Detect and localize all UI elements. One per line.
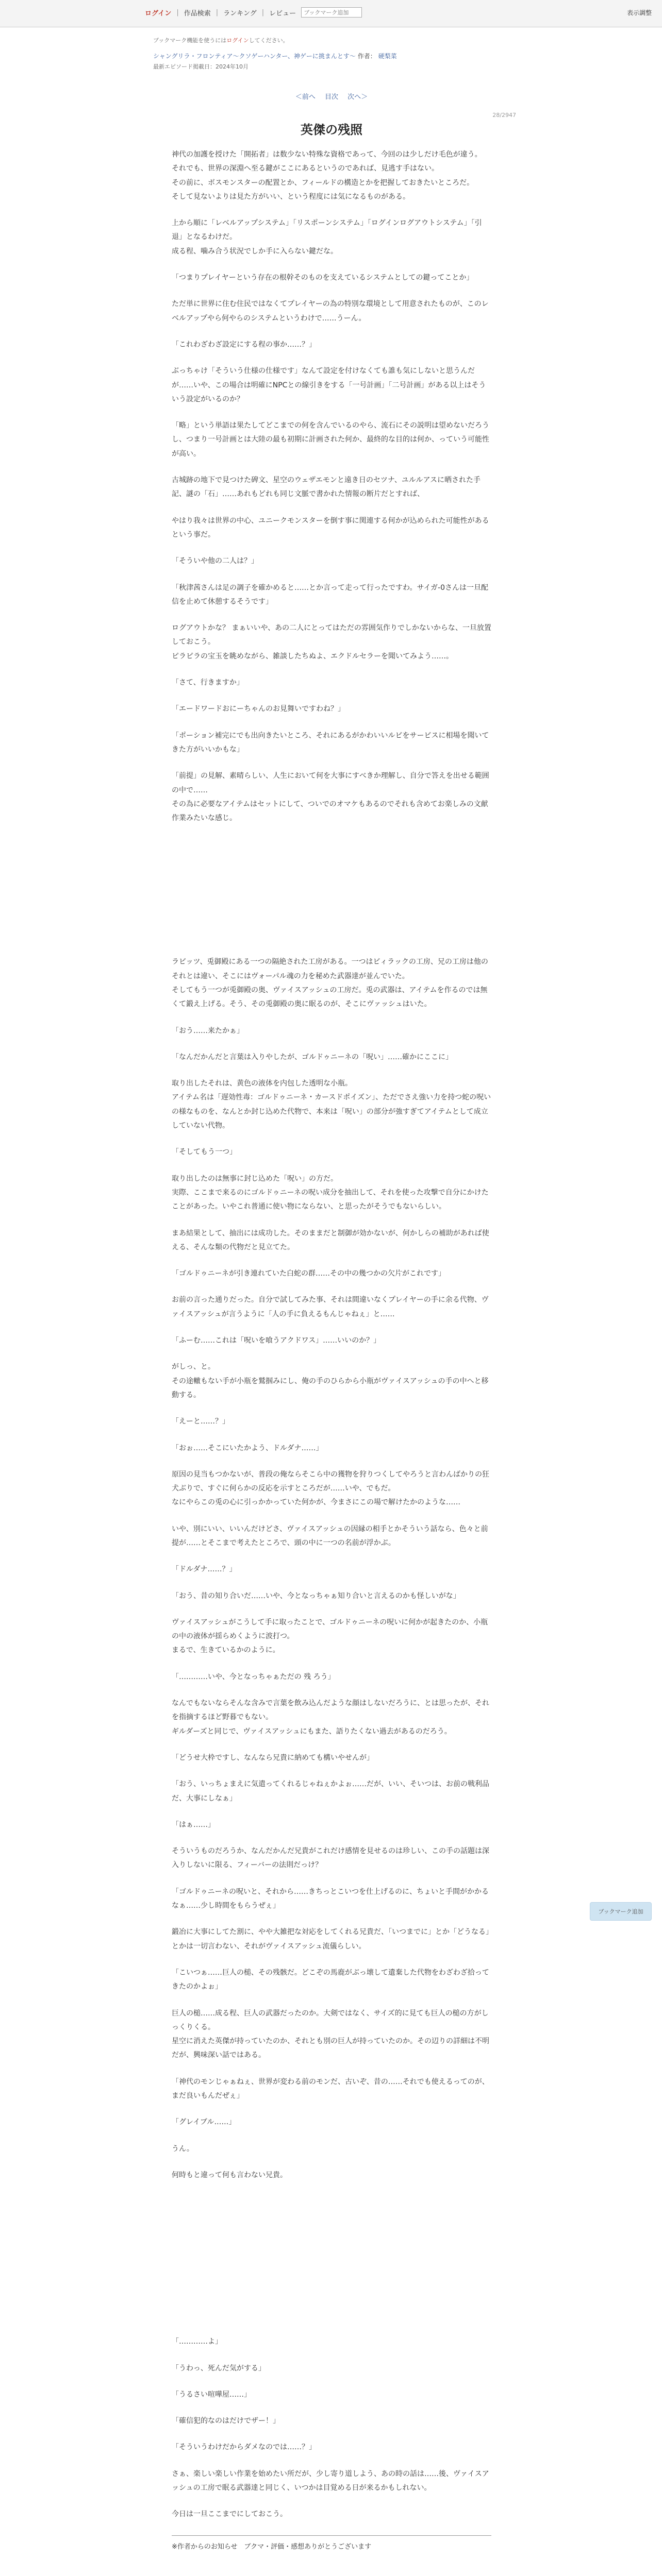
nav-review[interactable]: レビュー <box>269 9 296 18</box>
bookmark-add-button[interactable]: ブックマーク追加 <box>590 1902 652 1921</box>
body-paragraph: 取り出したそれは、黄色の液体を内包した透明な小瓶。 アイテム名は「遅効性毒：ゴルドゥニーネ・カースドポイズン」、ただでさえ強い力を持つ蛇の呪いの様なものを、なんとか封じ込めた代物で、本来は「呪い」の部分が強すぎてアイテムとして成立していない代物。 <box>172 1079 491 1130</box>
body-paragraph: 「…………よ」 <box>172 2337 222 2346</box>
body-paragraph: 「これわざわざ設定にする程の事か……？」 <box>172 340 316 349</box>
body-paragraph: うん。 <box>172 2144 194 2153</box>
body-paragraph: 「そういうわけだからダメなのでは……？」 <box>172 2443 316 2452</box>
notice-text: してください。 <box>249 37 289 44</box>
author-label: 作者： <box>357 53 376 60</box>
body-paragraph: 「確信犯的なのはだけでザー！」 <box>172 2417 280 2426</box>
body-paragraph: やはり我々は世界の中心、ユニークモンスターを倒す事に関連する何かが込められた可能性があるという事だ。 <box>172 516 489 539</box>
body-paragraph: なんでもないならそんな含みで言葉を飲み込んだような顔はしないだろうに、とは思ったが、それを指摘するほど野暮でもない。 ギルダーズと同じで、ヴァイスアッシュにもまた、語りたくない過去があるのだろう。 <box>172 1699 489 1736</box>
body-paragraph: 「ポーション補完にでも出向きたいところ、それにあるがかわいいルビをサービスに相場を聞いてきた方がいいかもな」 <box>172 731 489 754</box>
body-paragraph: ヴァイスアッシュがこうして手に取ったことで、ゴルドゥニーネの呪いに何かが起きたのか、小瓶の中の液体が揺らめくように波打つ。 まるで、生きているかのように。 <box>172 1618 488 1655</box>
divider: | <box>176 8 179 16</box>
body-paragraph: 「おう、いっちょまえに気遣ってくれるじゃねぇかよぉ……だが、いい、そいつは、お前の戦利品だ、大事にしなぁ」 <box>172 1780 489 1803</box>
author-link[interactable]: 硬梨菜 <box>378 53 397 60</box>
body-paragraph: ラビッツ、兎御殿にある一つの隔絶された工房がある。一つはビィラックの工房、兄の工房は他のそれとは違い、そこにはヴォーパル魂の力を秘めた武器達が並んでいた。 そしてもう一つが兎御殿の奥、ヴァイスアッシュの工房だ。兎の武器は、アイテムを作るのでは無くて鍛え上げる。そう、その兎御殿の奥に眠るのが、そこにヴァッシュはいた。 <box>172 958 488 1009</box>
body-paragraph: 「はぁ……」 <box>172 1820 215 1829</box>
notice-login-link[interactable]: ログイン <box>226 37 249 44</box>
bookmark-notice <box>153 36 512 44</box>
body-paragraph: 「おぉ……そこにいたかよう、ドルダナ……」 <box>172 1444 323 1452</box>
body-paragraph: 「つまりプレイヤーという存在の根幹そのものを支えているシステムとしての鍵ってことか」 <box>172 274 474 282</box>
update-date: 最新エピソード掲載日：2024年10月 <box>153 63 249 70</box>
body-paragraph: 神代の加護を授けた「開拓者」は数少ない特殊な資格であって、今回のは少しだけ毛色が違う。 それでも、世界の深淵へ至る鍵がここにあるというのであれば、見逃す手はない。 その前に、ボスモンスターの配置とか、フィールドの構造とかを把握しておきたいところだ。 そして見ないよりは見た方がいい、という程度には気になるものがある。 <box>172 150 482 201</box>
header-nav <box>145 7 362 18</box>
body-paragraph: 鍛冶に大事にしてた割に、やや大雑把な対応をしてくれる兄貴だ、「いつまでに」とか「どうなる」とかは一切言わない、それがヴァイスアッシュ流儀らしい。 <box>172 1928 489 1951</box>
site-header <box>0 0 662 27</box>
notice-text: ブックマーク機能を使うには <box>153 37 227 44</box>
toc-link[interactable]: 目次 <box>324 93 338 101</box>
body-paragraph: 何時もと違って何も言わない兄貴。 <box>172 2171 287 2179</box>
body-paragraph: 「ゴルドゥニーネが引き連れていた白蛇の群……その中の幾つかの欠片がこれです」 <box>172 1269 445 1278</box>
series-title-link[interactable]: シャングリラ・フロンティア〜クソゲーハンター、神ゲーに挑まんとす〜 <box>153 53 356 60</box>
body-paragraph: 「えーと……？」 <box>172 1417 229 1426</box>
body-paragraph: そういうものだろうか、なんだかんだ兄貴がこれだけ感情を見せるのは珍しい、この手の話題は深入りしないに限る、フィーバーの法則だっけ？ <box>172 1847 489 1870</box>
body-paragraph: 古城跡の地下で見つけた碑文、星空のウェザエモンと遠き日のセツナ、ユルルアスに晒された手記、謎の「石」……あれもどれも同じ文脈で書かれた情報の断片だとすれば、 <box>172 476 481 499</box>
afterword: ※作者からのお知らせ ブクマ・評価・感想ありがとうございます <box>172 2543 372 2551</box>
blank-space <box>172 2195 491 2335</box>
body-paragraph: 「うるさい喧嘩屋……」 <box>172 2390 251 2399</box>
body-paragraph: 「秋津茜さんは足の調子を確かめると……とか言って走って行ったですわ。サイガ-0さんは一旦配信を止めて休憩するそうです」 <box>172 583 488 606</box>
login-link[interactable]: ログイン <box>145 9 172 18</box>
divider: | <box>261 8 264 16</box>
prev-link[interactable]: ＜前へ <box>295 93 316 101</box>
nav-search[interactable]: 作品検索 <box>184 9 211 18</box>
blank-space <box>172 838 491 955</box>
body-paragraph: まあ結果として、抽出には成功した。そのままだと制御が効かないが、何かしらの補助があれば使える、そんな類の代物だと見立てた。 <box>172 1229 489 1251</box>
body-paragraph: 「略」という単語は果たしてどこまでの何を含んでいるのやら、流石にその説明は望めないだろうし、つまり一号計画とは大陸の最も初期に計画された何か、最終的な目的は何か、っていう可能性が高い。 <box>172 421 489 458</box>
next-link[interactable]: 次へ＞ <box>347 93 368 101</box>
body-paragraph: がしっ、と。 その途轍もない手が小瓶を鷲掴みにし、俺の手のひらから小瓶がヴァイスアッシュの手の中へと移動する。 <box>172 1363 489 1399</box>
body-paragraph: 今日は一旦ここまでにしておこう。 <box>172 2510 287 2519</box>
main-content <box>151 31 516 2556</box>
nav-ranking[interactable]: ランキング <box>223 9 257 18</box>
body-paragraph: 「ドルダナ……？」 <box>172 1565 237 1574</box>
episode-number: 28/2947 <box>492 112 516 118</box>
episode-pager <box>151 91 512 101</box>
body-paragraph: 「こいつぁ……巨人の槌、その残骸だ。どこぞの馬鹿がぶっ壊して遺棄した代物をわざわざ拾ってきたのかよぉ」 <box>172 1968 489 1991</box>
body-paragraph: 「神代のモンじゃぁねぇ、世界が変わる前のモンだ、古いぞ、昔の……それでも使えるってのが、まだ良いもんだぜぇ」 <box>172 2077 489 2100</box>
body-paragraph: ログアウトかな？ まぁいいや、あの二人にとってはただの雰囲気作りでしかないからな、一旦放置しておこう。 ピラピラの宝玉を眺めながら、雑談したちぬよ、エクドルセラーを聞いてみよう……。 <box>172 624 491 660</box>
body-paragraph: 「そういや他の二人は？」 <box>172 557 258 566</box>
body-paragraph: 「どうせ大枠ですし、なんなら兄貴に納めても構いやせんが」 <box>172 1753 374 1762</box>
body-paragraph: 「おう……来たかぁ」 <box>172 1026 244 1035</box>
body-paragraph: お前の言った通りだった。自分で試してみた事、それは間違いなくプレイヤーの手に余る代物、ヴァイスアッシュが言うように「人の手に負えるもんじゃねぇ」と…… <box>172 1296 489 1318</box>
body-paragraph: 「おう、昔の知り合いだ……いや、今となっちゃぁ知り合いと言えるのかも怪しいがな」 <box>172 1591 460 1600</box>
body-paragraph: 「なんだかんだと言葉は入りやしたが、ゴルドゥニーネの「呪い」……確かにここに」 <box>172 1053 453 1061</box>
body-paragraph: 原因の見当もつかないが、普段の俺ならそこら中の獲物を狩りつくしてやろうと言わんばかりの狂犬ぶりで、すぐに何らかの反応を示すところだが……いや、でもだ。 なにやらこの兎の心に引っかかっていた何かが、今まさにこの場で解けたかのような…… <box>172 1470 489 1507</box>
body-paragraph: さぁ、楽しい楽しい作業を始めたい所だが、少し寄り道しよう、あの時の話は……後、ヴァイスアッシュの工房で眠る武器達と同じく、いつかは目覚める日が来るかもしれない。 <box>172 2469 489 2492</box>
novel-body <box>151 148 512 2522</box>
body-paragraph: 「エードワードおにーちゃんのお見舞いですわね？」 <box>172 705 345 714</box>
body-paragraph: 上から順に「レベルアップシステム」「リスポーンシステム」「ログインログアウトシステム」「引退」となるわけだ。 成る程、噛み合う状況でしか手に入らない鍵だな。 <box>172 219 482 256</box>
body-paragraph: ただ単に世界に住む住民ではなくてプレイヤーの為の特別な環境として用意されたものが、このレベルアップやら何やらのシステムというわけで……うーん。 <box>172 300 489 323</box>
body-paragraph: 「グレイブル……」 <box>172 2118 236 2127</box>
series-meta <box>153 52 512 60</box>
body-paragraph: 「ゴルドゥニーネの呪いと、それから……きちっとこいつを仕上げるのに、ちょいと手間がかかるなぁ……少し時間をもらうぜぇ」 <box>172 1887 489 1910</box>
body-paragraph: 取り出したのは無事に封じ込めた「呪い」の方だ。 実際、ここまで来るのにゴルドゥニーネの呪い成分を抽出して、それを使った攻撃で自分にかけたことがあった。いやこれ普通に使い物にならない、と思ったがそうでもないらしい。 <box>172 1174 489 1211</box>
body-paragraph: 「うわっ、死んだ気がする」 <box>172 2364 266 2372</box>
body-paragraph: ぶっちゃけ「そういう仕様の仕様です」なんて設定を付けなくても誰も気にしないと思うんだが……いや、この場合は明確にNPCとの線引きをする「一号計画」「二号計画」がある以上はそういう設定がいるのか？ <box>172 367 486 403</box>
body-paragraph: 「そしてもう一つ」 <box>172 1148 237 1157</box>
body-paragraph: いや、別にいい、いいんだけどさ、ヴァイスアッシュの因縁の相手とかそういう話なら、色々と前提が……とそこまで考えたところで、頭の中に一つの名前が浮かぶ。 <box>172 1524 488 1547</box>
divider: | <box>216 8 219 16</box>
body-paragraph: 巨人の槌……成る程、巨人の武器だったのか。大剣ではなく、サイズ的に見ても巨人の槌の方がしっくりくる。 星空に消えた英傑が持っていたのか、それとも別の巨人が持っていたのか。その辺りの詳細は不明だが、興味深い話ではある。 <box>172 2009 489 2060</box>
body-paragraph: 「さて、行きますか」 <box>172 679 244 687</box>
display-settings-link[interactable]: 表示調整 <box>626 9 652 16</box>
episode-title: 英傑の残照 <box>301 123 362 137</box>
body-paragraph: 「前提」の見解、素晴らしい、人生において何を大事にすべきか理解し、自分で答えを出せる範囲の中で…… その為に必要なアイテムはセットにして、ついでのオマケもあるのでそれも含めてお楽しみの文献作業みたいな感じ。 <box>172 772 489 823</box>
header-search-input[interactable] <box>301 7 362 18</box>
body-paragraph: 「ふーむ……これは「呪いを喰うアクドワス」……いいのか？」 <box>172 1336 381 1345</box>
body-paragraph: 「…………いや、今となっちゃぁただの 残 ろう」 <box>172 1672 335 1681</box>
